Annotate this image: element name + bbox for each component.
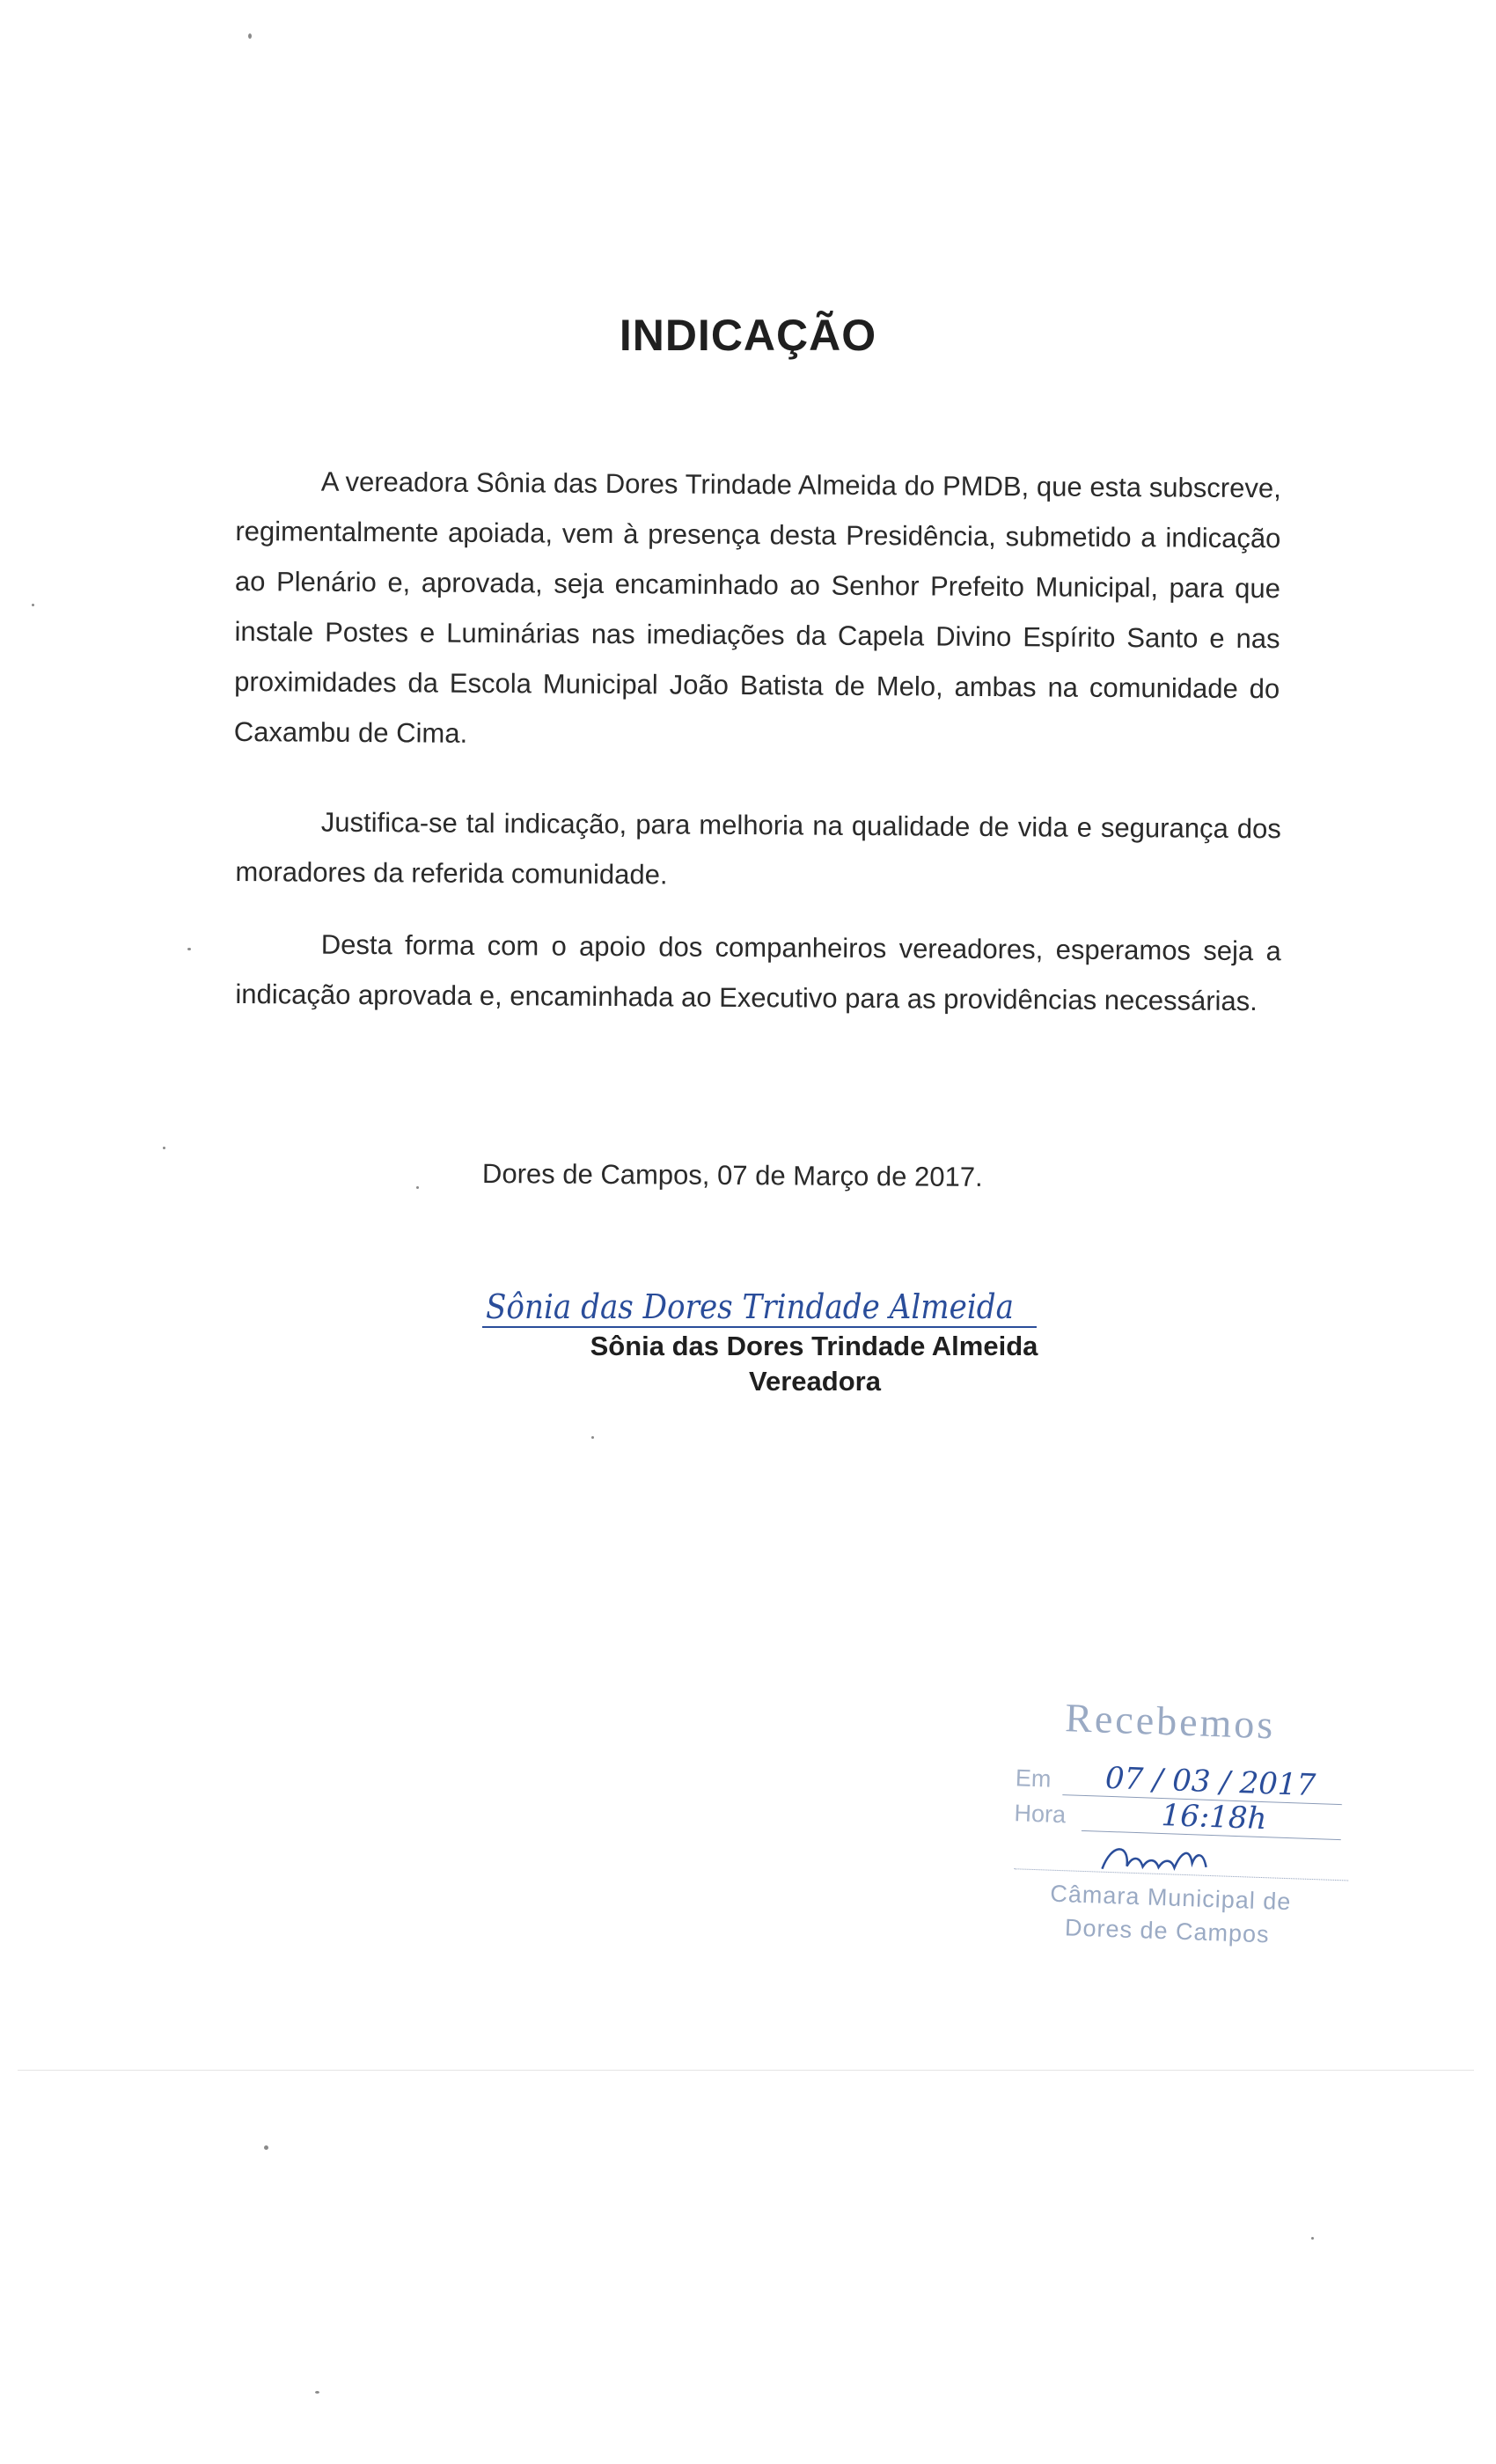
stamp-date-label: Em	[1015, 1764, 1052, 1793]
body-paragraph-justification	[235, 796, 1281, 904]
paragraph-text: A vereadora Sônia das Dores Trindade Almeida do PMDB, que esta subscreve, regimentalmente apoiada, vem à presença desta Presidência, submetido a indicação ao Plenário e, aprovada, seja encaminhado ao Senhor Prefeito Municipal, para que instale Postes e Luminárias nas imediações da Capela Divino Espírito Santo e nas proximidades da Escola Municipal João Batista de Melo, ambas na comunidade do Caxambu de Cima.	[233, 466, 1281, 749]
scan-speck	[264, 2145, 268, 2150]
scan-speck	[591, 1436, 594, 1439]
paragraph-text: Desta forma com o apoio dos companheiros vereadores, esperamos seja a indicação aprovada e, encaminhada ao Executivo para as providências necessárias.	[235, 928, 1281, 1017]
scan-speck	[416, 1186, 419, 1189]
stamp-time-value: 16:18h	[1160, 1798, 1268, 1837]
stamp-date-value: 07 / 03 / 2017	[1104, 1760, 1316, 1804]
scan-speck	[187, 948, 191, 950]
signatory-name-text: Sônia das Dores Trindade Almeida	[590, 1331, 1038, 1361]
stamp-time-label: Hora	[1014, 1800, 1067, 1829]
signature-script-text: Sônia das Dores Trindade Almeida	[486, 1287, 1014, 1326]
scan-speck	[163, 1147, 165, 1149]
scan-speck	[1311, 2237, 1314, 2240]
received-stamp	[1001, 1676, 1416, 1981]
stamp-title: Recebemos	[1064, 1695, 1277, 1748]
document-title: INDICAÇÃO	[619, 311, 877, 360]
body-paragraph-closing	[235, 919, 1281, 1026]
date-line: Dores de Campos, 07 de Março de 2017.	[481, 1158, 983, 1192]
body-paragraph-request	[234, 456, 1281, 764]
signatory-role-text: Vereadora	[749, 1366, 881, 1397]
scan-speck	[248, 33, 252, 39]
stamp-institution-line2: Dores de Campos	[1064, 1914, 1271, 1948]
scan-speck	[315, 2391, 319, 2394]
stamp-institution-line1: Câmara Municipal de	[1049, 1880, 1292, 1916]
signatory-role	[0, 1366, 1496, 1397]
handwritten-signature	[482, 1260, 1037, 1339]
paragraph-text: Justifica-se tal indicação, para melhoria na qualidade de vida e segurança dos moradores da referida comunidade.	[235, 806, 1281, 891]
signatory-name	[0, 1331, 1496, 1362]
scan-speck	[32, 604, 34, 606]
scan-edge-line	[18, 2070, 1474, 2071]
